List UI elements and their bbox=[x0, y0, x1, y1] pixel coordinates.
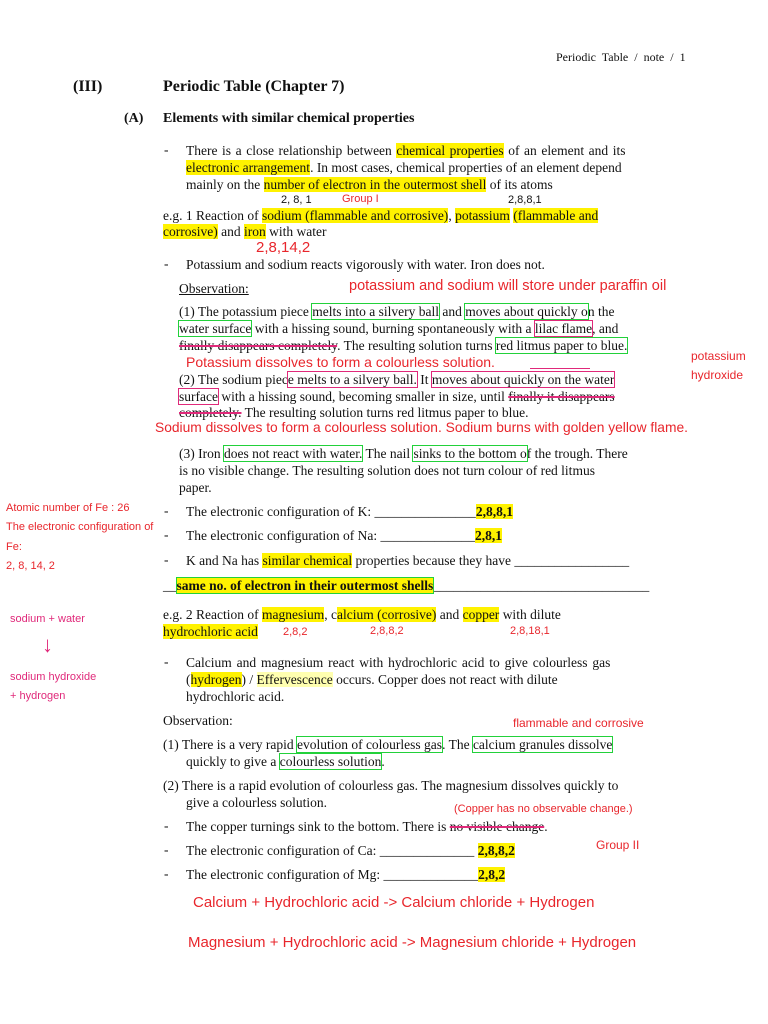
bullet-dash: - bbox=[164, 503, 169, 518]
bullet-dash: - bbox=[164, 527, 169, 542]
similar-line: K and Na has similar chemical properties because they have _________________ bbox=[186, 553, 630, 568]
intro-line-2: electronic arrangement. In most cases, chemical properties of an element depend bbox=[186, 160, 622, 175]
ec-ca: The electronic configuration of Ca: ______________ 2,8,8,2 bbox=[186, 843, 515, 858]
observation-label: Observation: bbox=[179, 281, 249, 296]
annot-na-dissolve: Sodium dissolves to form a colourless solution. Sodium burns with golden yellow flame. bbox=[155, 420, 688, 435]
ec-na: The electronic configuration of Na: ______________2,8,1 bbox=[186, 528, 503, 543]
annot-na-water: sodium + water bbox=[10, 613, 85, 625]
obs-b-1-line-2: quickly to give a colourless solution. bbox=[186, 754, 385, 769]
obs-potassium-line-3: finally disappears completely. The resulting solution turns red litmus paper to blue. bbox=[179, 338, 628, 353]
intro-line-1: There is a close relationship between chemical properties of an element and its bbox=[186, 143, 626, 158]
eg2-line-1: e.g. 2 Reaction of magnesium, calcium (corrosive) and copper with dilute bbox=[163, 607, 561, 622]
obs-b-2-line-2: give a colourless solution. bbox=[186, 795, 327, 810]
annot-copper-note: (Copper has no observable change.) bbox=[454, 803, 633, 815]
obs-potassium-line-2: water surface with a hissing sound, burning spontaneously with a lilac flame, and bbox=[179, 321, 619, 336]
annot-k-config: 2,8,8,1 bbox=[508, 194, 542, 206]
same-line: __same no. of electron in their outermost shells________________________________ bbox=[163, 578, 650, 593]
annot-group-2: Group II bbox=[596, 838, 640, 852]
eg2-line-2: hydrochloric acid bbox=[163, 624, 258, 639]
annot-na-config: 2, 8, 1 bbox=[281, 194, 312, 206]
bullet-dash: - bbox=[164, 552, 169, 567]
annot-naoh-2: + hydrogen bbox=[10, 690, 66, 702]
annot-fe-ec-1: The electronic configuration of bbox=[6, 521, 154, 533]
obs-iron-line-2: is no visible change. The resulting solution does not turn colour of red litmus bbox=[179, 463, 595, 478]
arrow-down-icon: ↓ bbox=[42, 632, 53, 657]
bullet-dash: - bbox=[164, 866, 169, 881]
annot-group-1: Group I bbox=[342, 193, 379, 205]
react2-line-2: (hydrogen) / Effervescence occurs. Copper does not react with dilute bbox=[186, 672, 558, 687]
eg1-line-1: e.g. 1 Reaction of sodium (flammable and corrosive), potassium (flammable and bbox=[163, 208, 599, 223]
eg1-line-2: corrosive) and iron with water bbox=[163, 224, 327, 239]
annot-koh-2: hydroxide bbox=[691, 368, 744, 382]
bullet-dash: - bbox=[164, 654, 169, 669]
react2-line-3: hydrochloric acid. bbox=[186, 689, 285, 704]
annot-k-dissolve: Potassium dissolves to form a colourless solution. bbox=[186, 354, 495, 370]
annot-koh-1: potassium bbox=[691, 349, 746, 363]
underline-mark bbox=[530, 368, 590, 369]
obs-sodium-line-2: surface with a hissing sound, becoming smaller in size, until finally it disappears bbox=[179, 389, 615, 404]
bullet-dash: - bbox=[164, 256, 169, 271]
bullet-dash: - bbox=[164, 842, 169, 857]
annot-naoh-1: sodium hydroxide bbox=[10, 671, 97, 683]
bullet-dash: - bbox=[164, 818, 169, 833]
annot-ca-config: 2,8,8,2 bbox=[370, 625, 404, 637]
obs-sodium-line-3: completely. The resulting solution turns red litmus paper to blue. bbox=[179, 405, 529, 420]
obs-b-1-line-1: (1) There is a very rapid evolution of colourless gas. The calcium granules dissolve bbox=[163, 737, 613, 752]
equation-magnesium: Magnesium + Hydrochloric acid -> Magnesium chloride + Hydrogen bbox=[188, 934, 637, 951]
annot-fe-config: 2,8,14,2 bbox=[256, 239, 311, 256]
equation-calcium: Calcium + Hydrochloric acid -> Calcium chloride + Hydrogen bbox=[193, 894, 595, 911]
annot-fe-ec-2: Fe: bbox=[6, 541, 22, 553]
obs-b-2-line-1: (2) There is a rapid evolution of colourless gas. The magnesium dissolves quickly to bbox=[163, 778, 619, 793]
react-statement-1: Potassium and sodium reacts vigorously with water. Iron does not. bbox=[186, 257, 545, 272]
obs-potassium-line-1: (1) The potassium piece melts into a silvery ball and moves about quickly on the bbox=[179, 304, 615, 319]
section-heading: Elements with similar chemical properties bbox=[163, 111, 415, 126]
annot-flammable: flammable and corrosive bbox=[513, 716, 644, 730]
annot-cu-config: 2,8,18,1 bbox=[510, 625, 550, 637]
ec-k: The electronic configuration of K: _______________2,8,8,1 bbox=[186, 504, 513, 519]
annot-fe-ec-3: 2, 8, 14, 2 bbox=[6, 560, 55, 572]
annot-mg-config: 2,8,2 bbox=[283, 626, 308, 638]
bullet-dash: - bbox=[164, 142, 169, 157]
observation-label-2: Observation: bbox=[163, 713, 233, 728]
obs-iron-line-3: paper. bbox=[179, 480, 212, 495]
chapter-number: (III) bbox=[73, 78, 103, 95]
page-title: Periodic Table (Chapter 7) bbox=[163, 78, 345, 95]
intro-line-3: mainly on the number of electron in the outermost shell of its atoms bbox=[186, 177, 553, 192]
section-label: (A) bbox=[124, 111, 144, 126]
obs-iron-line-1: (3) Iron does not react with water. The nail sinks to the bottom of the trough. There bbox=[179, 446, 628, 461]
annot-store-paraffin: potassium and sodium will store under paraffin oil bbox=[349, 278, 667, 294]
page-label: Periodic Table / note / 1 bbox=[556, 50, 686, 64]
annot-fe-atomic: Atomic number of Fe : 26 bbox=[6, 502, 130, 514]
react2-line-1: Calcium and magnesium react with hydrochloric acid to give colourless gas bbox=[186, 655, 611, 670]
ec-mg: The electronic configuration of Mg: ______________2,8,2 bbox=[186, 867, 506, 882]
obs-sodium-line-1: (2) The sodium piece melts to a silvery ball. It moves about quickly on the water bbox=[179, 372, 615, 387]
copper-line: The copper turnings sink to the bottom. There is no visible change. bbox=[186, 819, 548, 834]
